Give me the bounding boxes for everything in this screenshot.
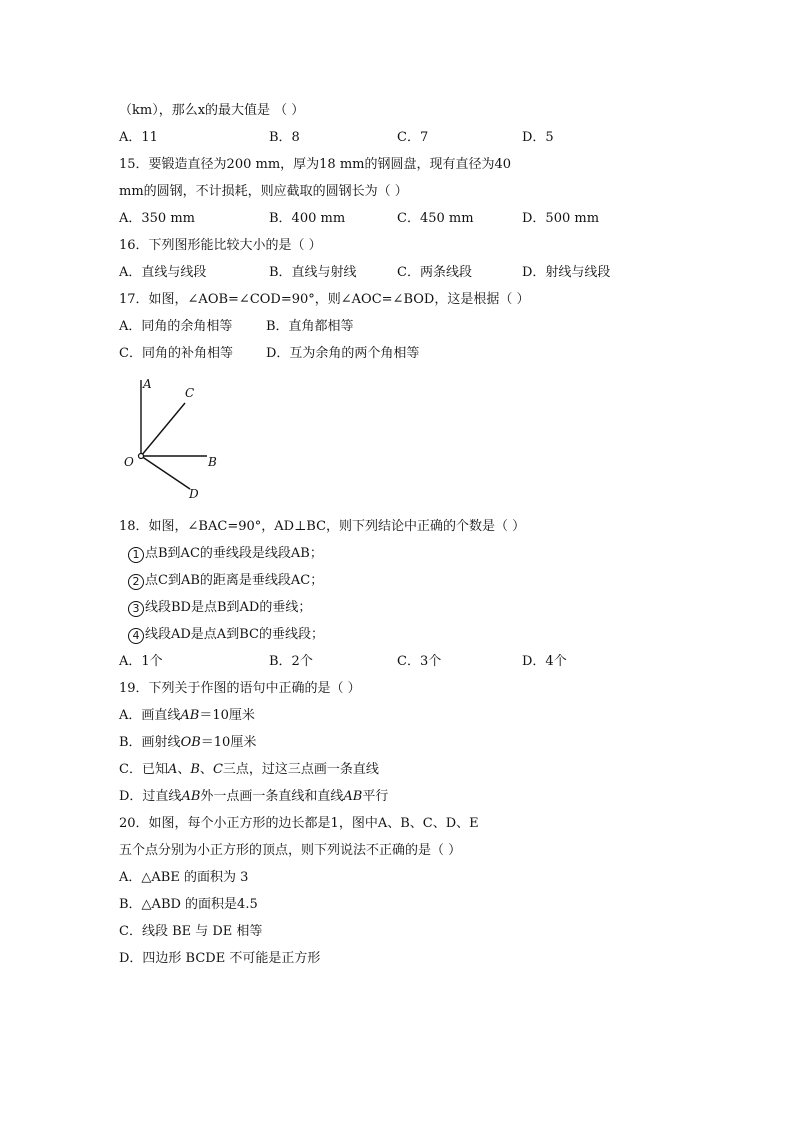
q19-option-c	[119, 762, 379, 778]
q19-c-sep2: 、	[199, 762, 213, 777]
q17-stem: 17．如图，∠AOB=∠COD=90°，则∠AOC=∠BOD，这是根据（ ）	[119, 292, 530, 307]
q18-stem: 18．如图，∠BAC=90°，AD⊥BC，则下列结论中正确的个数是（ ）	[119, 519, 526, 534]
q18-option-d: D．4个	[522, 654, 567, 669]
q14-option-a: A．11	[119, 130, 158, 145]
point-o	[139, 454, 144, 459]
q18-statement-4	[128, 627, 324, 644]
q16-option-a: A．直线与线段	[119, 265, 207, 280]
label-a: A	[143, 377, 152, 391]
q14-option-c: C．7	[397, 130, 429, 145]
q19-d-mid: 外一点画一条直线和直线	[200, 789, 344, 804]
q19-option-d	[119, 789, 388, 805]
q19-option-b	[119, 735, 256, 751]
circled-number-3: 3	[128, 601, 144, 617]
q16-stem: 16．下列图形能比较大小的是（ ）	[119, 238, 322, 253]
q20-option-c: C．线段 BE 与 DE 相等	[119, 924, 263, 939]
q19-d-var2: AB	[343, 789, 363, 804]
label-c: C	[185, 386, 195, 400]
q17-option-c: C．同角的补角相等	[119, 346, 233, 361]
q19-c-suffix: 三点，过这三点画一条直线	[222, 762, 379, 777]
q18-statement-2	[128, 573, 323, 590]
circled-number-2: 2	[128, 574, 144, 590]
q16-option-b: B．直线与射线	[269, 265, 357, 280]
q19-b-suffix: ＝10厘米	[200, 735, 257, 750]
q20-option-a: A．△ABE 的面积为 3	[119, 870, 249, 885]
q19-c-prefix: C．已知	[119, 762, 168, 777]
q15-option-b: B．400 mm	[269, 211, 346, 226]
q18-statement-4-text: 线段AD是点A到BC的垂线段；	[145, 627, 324, 642]
q16-option-c: C．两条线段	[397, 265, 472, 280]
q19-b-prefix: B．画射线	[119, 735, 181, 750]
q18-statement-2-text: 点C到AB的距离是垂线段AC；	[145, 573, 324, 588]
q19-a-prefix: A．画直线	[119, 708, 181, 723]
circled-number-1: 1	[128, 547, 144, 563]
circled-number-4: 4	[128, 628, 144, 644]
q15-option-c: C．450 mm	[397, 211, 474, 226]
q17-option-b: B．直角都相等	[266, 319, 354, 334]
q18-statement-1-text: 点B到AC的垂线段是线段AB；	[145, 546, 323, 561]
q20-option-d: D．四边形 BCDE 不可能是正方形	[119, 951, 321, 966]
q19-c-var-c: C	[212, 762, 223, 777]
label-d: D	[189, 487, 199, 501]
q19-d-var: AB	[181, 789, 201, 804]
q15-stem-line2: mm的圆钢，不计损耗，则应截取的圆钢长为（ ）	[119, 184, 408, 199]
q17-option-a: A．同角的余角相等	[119, 319, 233, 334]
q18-statement-3	[128, 600, 311, 617]
ray-oc	[141, 403, 185, 456]
q15-option-d: D．500 mm	[522, 211, 600, 226]
label-b: B	[208, 455, 217, 469]
q18-option-c: C．3个	[397, 654, 442, 669]
q20-stem-line1: 20．如图，每个小正方形的边长都是1，图中A、B、C、D、E	[119, 816, 479, 831]
ray-od	[141, 456, 190, 489]
q19-c-sep1: 、	[177, 762, 191, 777]
q19-d-suffix: 平行	[362, 789, 389, 804]
q19-d-prefix: D．过直线	[119, 789, 182, 804]
q19-b-var: OB	[180, 735, 201, 750]
q18-statement-3-text: 线段BD是点B到AD的垂线；	[145, 600, 312, 615]
label-o: O	[124, 455, 134, 469]
q18-option-b: B．2个	[269, 654, 313, 669]
q17-angle-figure	[115, 372, 235, 507]
q19-a-var: AB	[180, 708, 200, 723]
q14-stem-tail: （km），那么x的最大值是 （ ）	[119, 103, 305, 118]
q16-option-d: D．射线与线段	[522, 265, 611, 280]
q19-c-var-b: B	[190, 762, 200, 777]
q20-option-b: B．△ABD 的面积是4.5	[119, 897, 258, 912]
q15-stem-line1: 15．要锻造直径为200 mm，厚为18 mm的钢圆盘，现有直径为40	[119, 157, 512, 172]
q14-option-d: D．5	[522, 130, 554, 145]
q19-c-var-a: A	[167, 762, 178, 777]
q20-stem-line2: 五个点分别为小正方形的顶点，则下列说法不正确的是（ ）	[119, 843, 462, 858]
q18-statement-1	[128, 546, 323, 563]
q19-a-suffix: ＝10厘米	[199, 708, 255, 723]
q19-stem: 19．下列关于作图的语句中正确的是（ ）	[119, 681, 361, 696]
q17-option-d: D．互为余角的两个角相等	[266, 346, 420, 361]
q18-option-a: A．1个	[119, 654, 163, 669]
q14-option-b: B．8	[269, 130, 300, 145]
q15-option-a: A．350 mm	[119, 211, 195, 226]
q19-option-a	[119, 708, 255, 724]
